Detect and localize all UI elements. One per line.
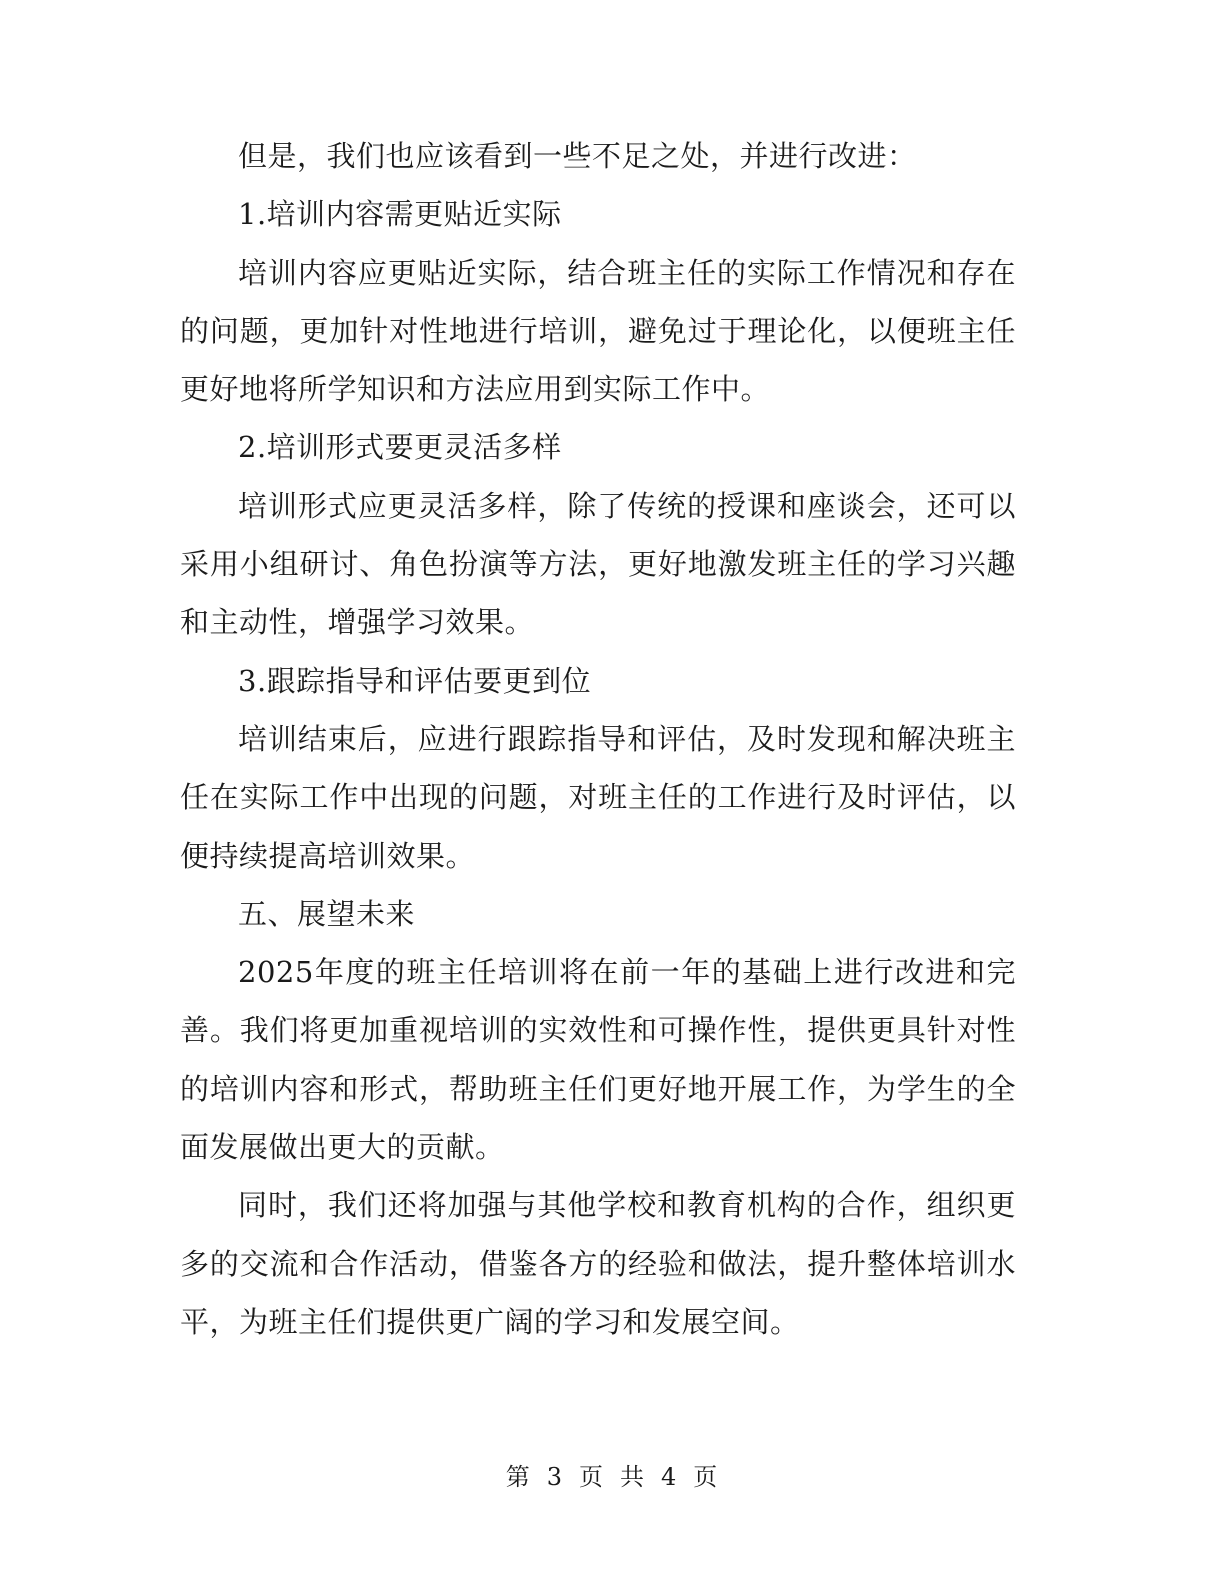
footer-total-word: 页 xyxy=(693,1463,719,1491)
footer-prefix: 第 xyxy=(505,1463,531,1491)
heading-item-1: 1.培训内容需更贴近实际 xyxy=(238,197,562,232)
document-body xyxy=(180,127,1016,1351)
footer-current-page: 3 xyxy=(546,1463,563,1491)
paragraph-outlook-1: 2025年度的班主任培训将在前一年的基础上进行改进和完善。我们将更加重视培训的实效性和可操作性，提供更具针对性的培训内容和形式，帮助班主任们更好地开展工作，为学生的全面发展做出更大的贡献。 xyxy=(180,955,1016,1165)
section-heading-outlook: 五、展望未来 xyxy=(238,896,416,931)
paragraph-item-2: 培训形式应更灵活多样，除了传统的授课和座谈会，还可以采用小组研讨、角色扮演等方法，更好地激发班主任的学习兴趣和主动性，增强学习效果。 xyxy=(180,488,1016,640)
paragraph-outlook-2: 同时，我们还将加强与其他学校和教育机构的合作，组织更多的交流和合作活动，借鉴各方的经验和做法，提升整体培训水平，为班主任们提供更广阔的学习和发展空间。 xyxy=(180,1188,1016,1339)
footer-total-pages: 4 xyxy=(661,1463,678,1491)
paragraph-intro: 但是，我们也应该看到一些不足之处，并进行改进： xyxy=(238,139,917,173)
heading-item-2: 2.培训形式要更灵活多样 xyxy=(238,430,562,465)
heading-item-3: 3.跟踪指导和评估要更到位 xyxy=(238,663,592,698)
paragraph-item-3: 培训结束后，应进行跟踪指导和评估，及时发现和解决班主任在实际工作中出现的问题，对班主任的工作进行及时评估，以便持续提高培训效果。 xyxy=(180,721,1016,873)
paragraph-item-1: 培训内容应更贴近实际，结合班主任的实际工作情况和存在的问题，更加针对性地进行培训，避免过于理论化，以便班主任更好地将所学知识和方法应用到实际工作中。 xyxy=(180,255,1016,407)
footer-total-prefix: 共 xyxy=(620,1463,645,1491)
page-footer xyxy=(0,1460,1224,1494)
footer-page-word: 页 xyxy=(579,1463,604,1491)
